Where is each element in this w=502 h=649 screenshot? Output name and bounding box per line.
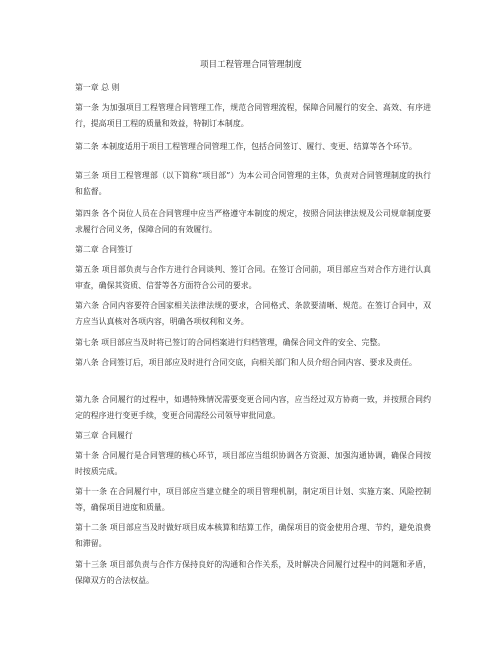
article-11: 第十一条 在合同履行中，项目部应当建立健全的项目管理机制，制定项目计划、实施方案、风险控制等，确保项目进度和质量。 [75,487,431,512]
article-12: 第十二条 项目部应当及时做好项目成本核算和结算工作，确保项目的资金使用合理、节约，避免浪费和滞留。 [75,523,431,548]
document-title: 项目工程管理合同管理制度 [200,59,302,69]
article-8: 第八条 合同签订后，项目部应及时进行合同交底，向相关部门和人员介绍合同内容、要求及责任。 [75,358,417,367]
chapter-1-heading: 第一章 总 则 [75,83,120,92]
article-9: 第九条 合同履行的过程中，如遇特殊情况需要变更合同内容，应当经过双方协商一致，并按照合同约定的程序进行变更手续，变更合同需经公司领导审批同意。 [75,395,431,420]
article-4: 第四条 各个岗位人员在合同管理中应当严格遵守本制度的规定，按照合同法律法规及公司规章制度要求履行合同义务，保障合同的有效履行。 [75,209,431,234]
article-7: 第七条 项目部应当及时将已签订的合同档案进行归档管理，确保合同文件的安全、完整。 [75,338,386,347]
article-3: 第三条 项目工程管理部（以下简称“项目部”）为本公司合同管理的主体，负责对合同管理制度的执行和监督。 [75,171,431,196]
article-10: 第十条 合同履行是合同管理的核心环节，项目部应当组织协调各方资源、加强沟通协调，确保合同按时按质完成。 [75,451,431,476]
article-2: 第二条 本制度适用于项目工程管理合同管理工作，包括合同签订、履行、变更、结算等各个环节。 [75,142,417,151]
article-6: 第六条 合同内容要符合国家相关法律法规的要求，合同格式、条款要清晰、规范。在签订合同中，双方应当认真核对各项内容，明确各项权利和义务。 [75,301,431,326]
chapter-3-heading: 第三章 合同履行 [75,431,133,440]
chapter-2-heading: 第二章 合同签订 [75,245,133,254]
article-13: 第十三条 项目部负责与合作方保持良好的沟通和合作关系，及时解决合同履行过程中的问题和矛盾，保障双方的合法权益。 [75,560,431,585]
article-5: 第五条 项目部负责与合作方进行合同谈判、签订合同。在签订合同前，项目部应当对合作方进行认真审查，确保其资质、信誉等各方面符合公司的要求。 [75,265,431,290]
article-1: 第一条 为加强项目工程管理合同管理工作，规范合同管理流程，保障合同履行的安全、高效、有序进行，提高项目工程的质量和效益，特制订本制度。 [75,103,431,128]
